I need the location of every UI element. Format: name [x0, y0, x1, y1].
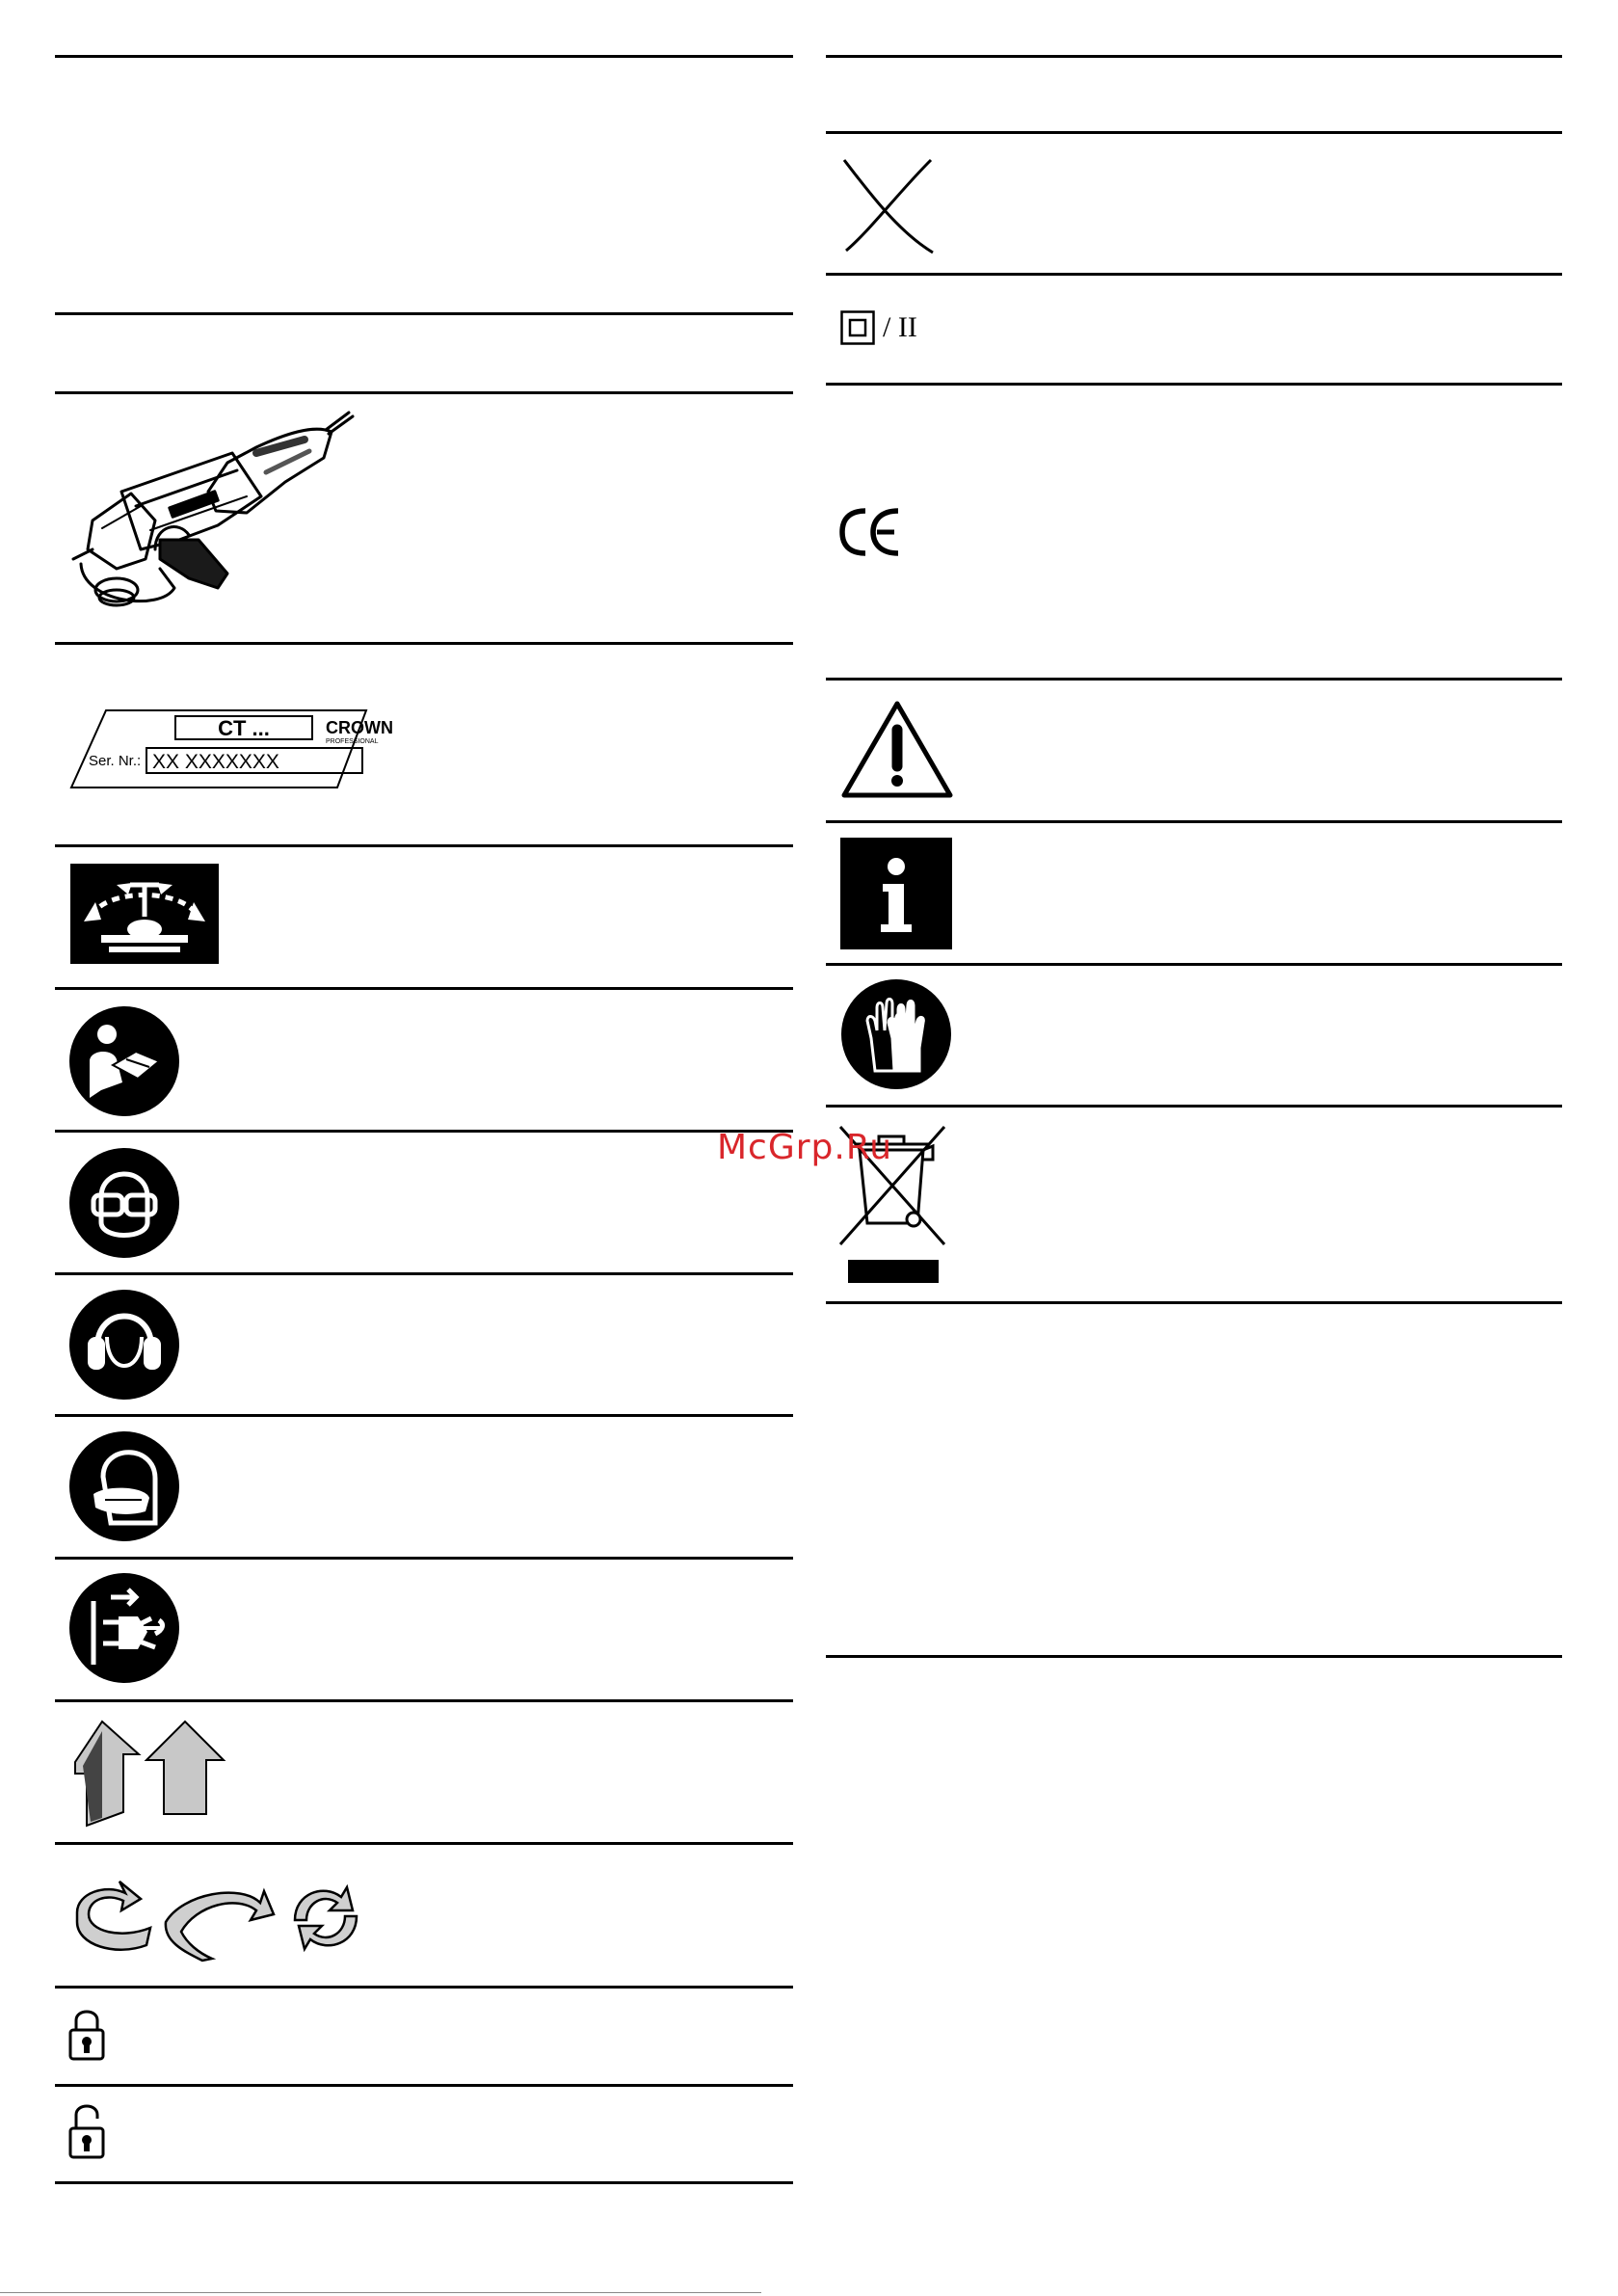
- plate-brand: CROWN: [326, 718, 393, 737]
- divider: [826, 820, 1562, 823]
- divider: [826, 1301, 1562, 1304]
- divider: [826, 963, 1562, 966]
- double-square-icon: [840, 310, 875, 345]
- divider: [55, 2084, 793, 2087]
- watermark: McGrp.Ru: [717, 1128, 893, 1167]
- divider: [55, 844, 793, 847]
- arrows-up-icon: [69, 1718, 239, 1828]
- info-icon: [840, 838, 952, 949]
- rotation-arrows-icon: [67, 1874, 366, 1962]
- divider: [55, 1414, 793, 1417]
- footer-line: [0, 2292, 761, 2293]
- divider: [55, 987, 793, 990]
- divider: [55, 1842, 793, 1845]
- divider: [55, 1557, 793, 1560]
- divider: [55, 391, 793, 394]
- divider: [826, 383, 1562, 386]
- angle-grinder-illustration: [64, 405, 362, 627]
- lock-open-icon: [67, 2101, 106, 2161]
- gloves-icon: [840, 978, 952, 1090]
- divider: [55, 1130, 793, 1133]
- plate-model: CT ...: [218, 716, 270, 740]
- not-allowed-cross-icon: [840, 154, 937, 256]
- guard-adjust-icon: [70, 864, 219, 964]
- ce-mark-icon: [838, 507, 902, 557]
- divider: [826, 131, 1562, 134]
- class-ii-label: / II: [883, 311, 917, 343]
- divider: [826, 1105, 1562, 1108]
- divider: [55, 55, 793, 58]
- unplug-icon: [68, 1572, 180, 1684]
- lock-closed-icon: [67, 2007, 106, 2063]
- plate-serial-label: Ser. Nr.:: [89, 753, 142, 769]
- divider: [826, 55, 1562, 58]
- class-ii-icon: [840, 310, 917, 345]
- dust-mask-icon: [68, 1430, 180, 1542]
- rating-plate: [67, 699, 393, 796]
- divider: [55, 312, 793, 315]
- divider: [826, 273, 1562, 276]
- ear-protection-icon: [68, 1289, 180, 1401]
- divider: [55, 2181, 793, 2184]
- divider: [55, 642, 793, 645]
- divider: [55, 1272, 793, 1275]
- read-manual-icon: [68, 1005, 180, 1117]
- divider: [55, 1986, 793, 1989]
- divider: [55, 1699, 793, 1702]
- plate-serial-value: XX XXXXXXX: [152, 751, 279, 773]
- warning-triangle-icon: [840, 699, 954, 801]
- plate-brand-sub: PROFESSIONAL: [326, 738, 379, 745]
- eye-protection-icon: [68, 1147, 180, 1259]
- divider: [826, 678, 1562, 681]
- divider: [826, 1655, 1562, 1658]
